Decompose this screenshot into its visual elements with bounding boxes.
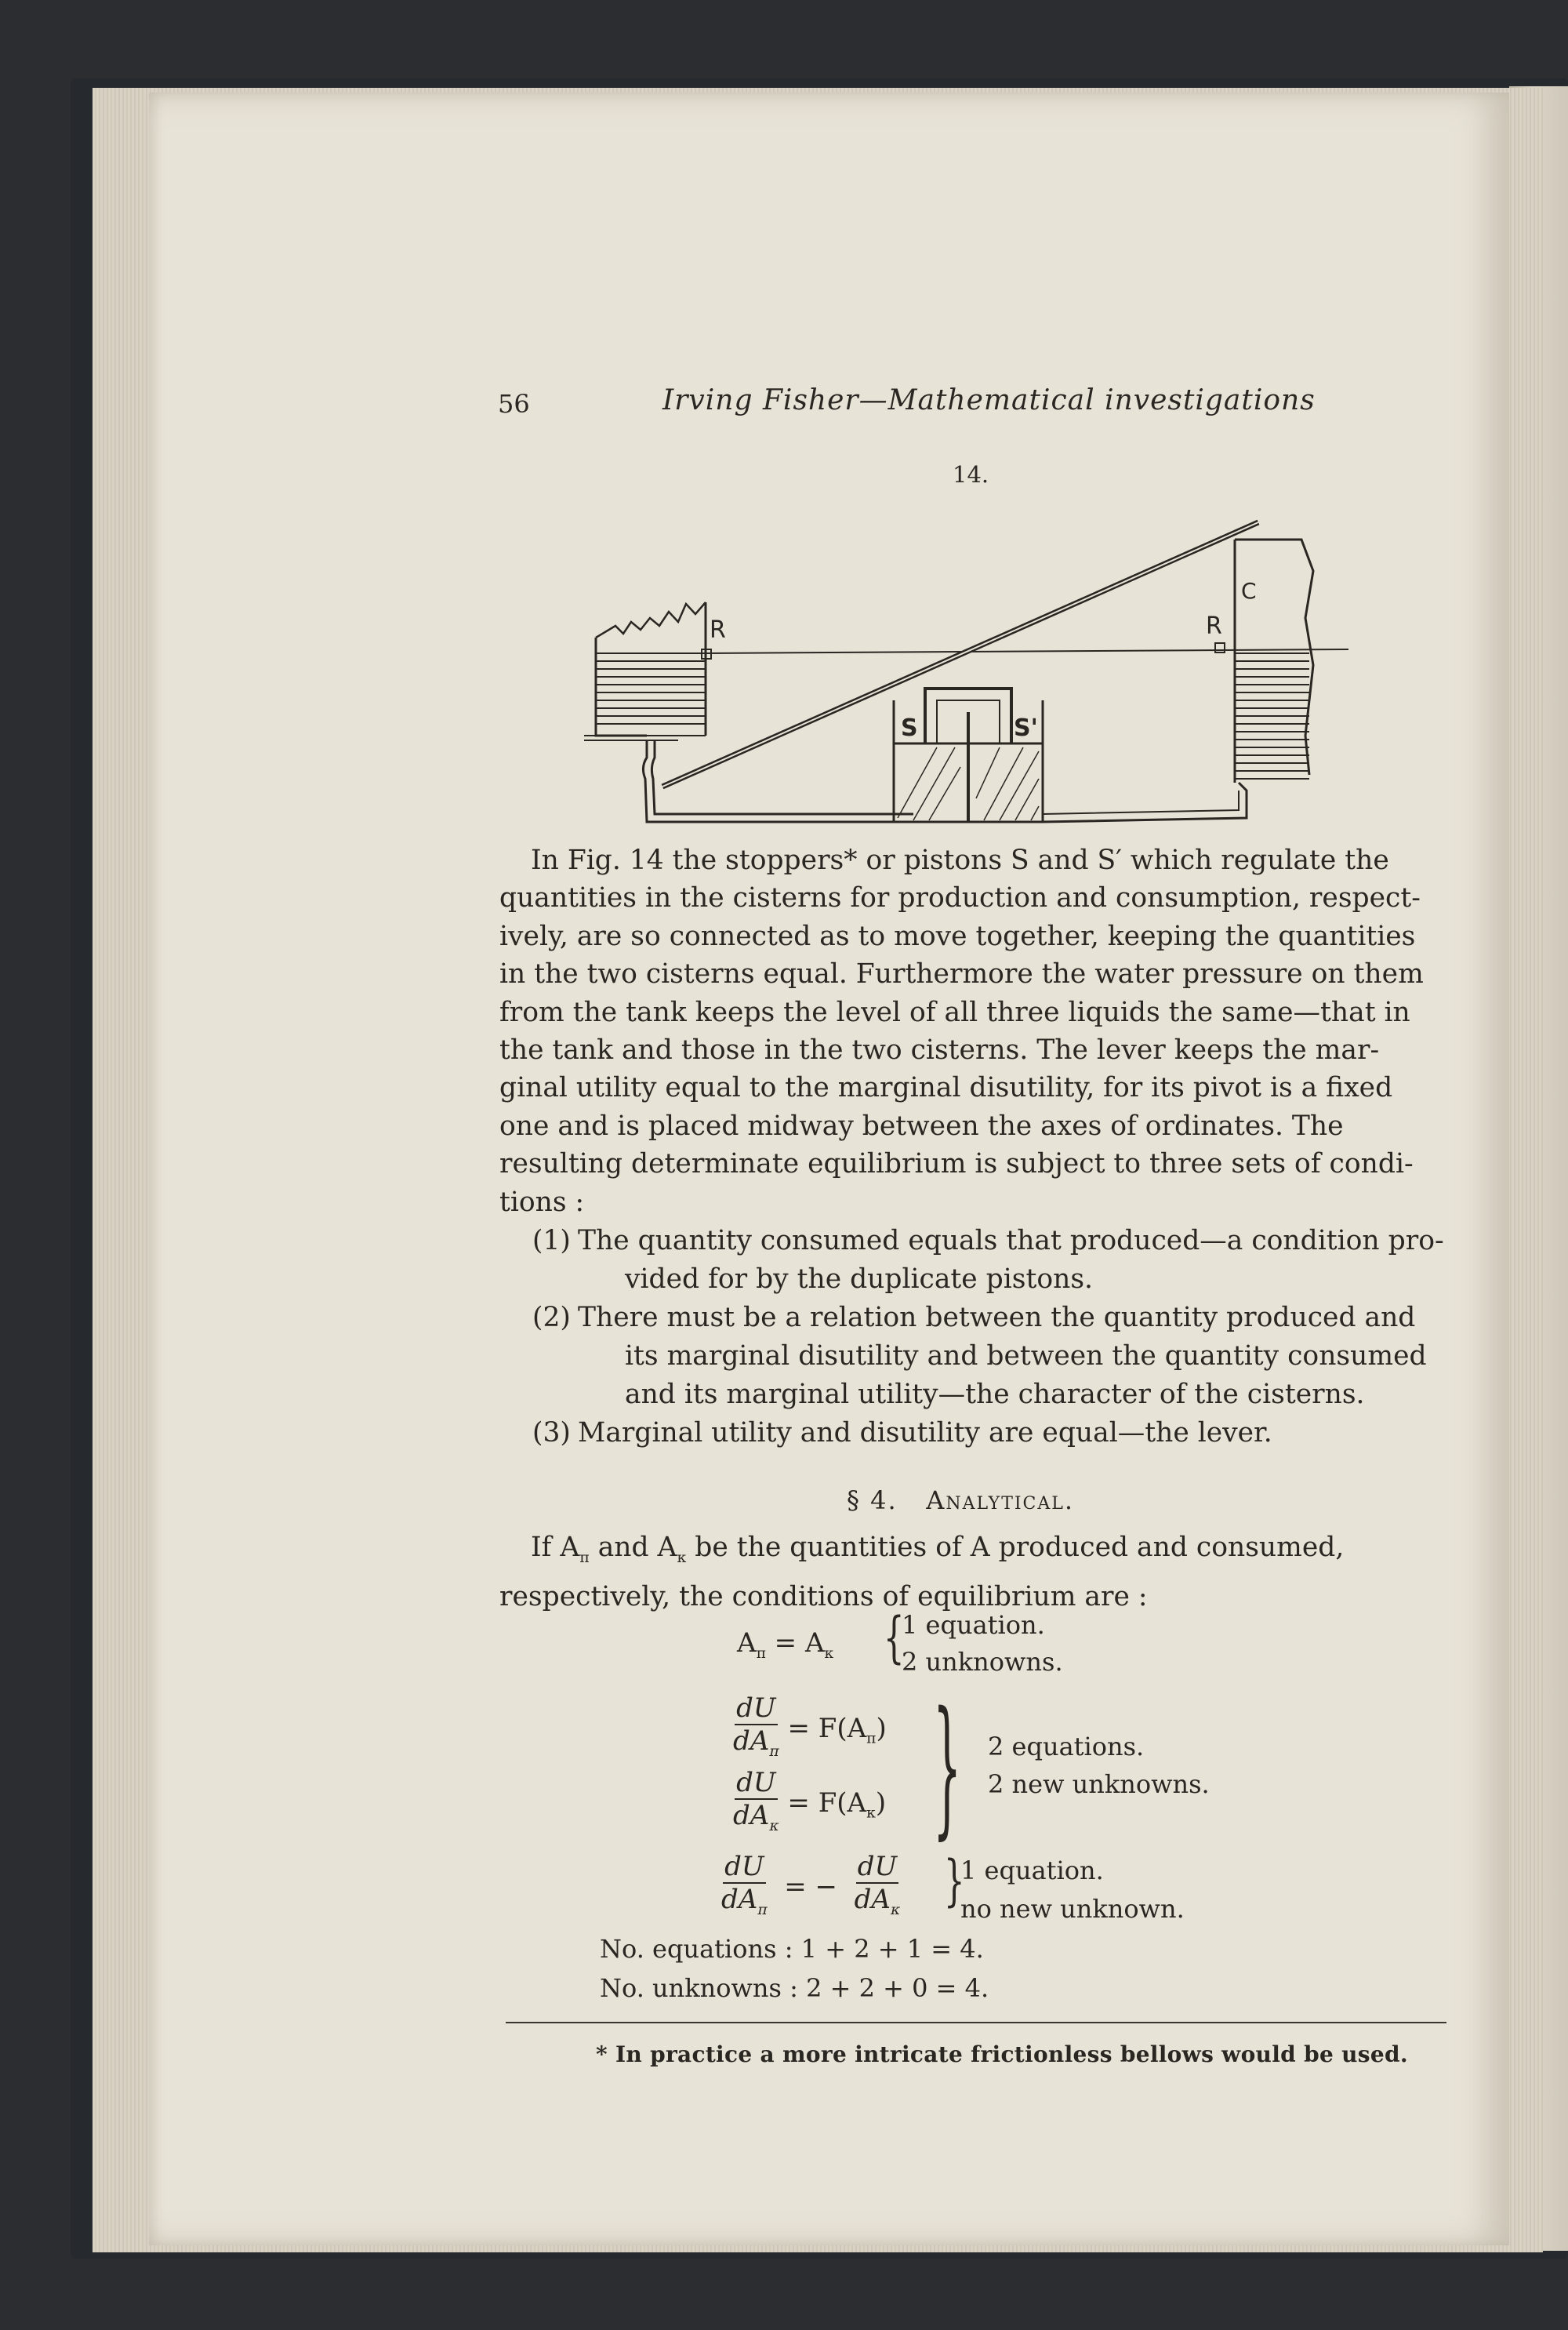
section-title: Analytical.: [926, 1485, 1075, 1515]
para-line: in the two cisterns equal. Furthermore the water pressure on them: [499, 958, 1424, 991]
count-unknowns: No. unknowns : 2 + 2 + 0 = 4.: [600, 1973, 989, 2003]
para-line: from the tank keeps the level of all three liquids the same—that in: [499, 996, 1410, 1028]
label-pivot-left: R: [710, 616, 726, 644]
equation-4: $\frac{dU}{dA_\pi}$ = − $\frac{dU}{dA_\kappa}$: [721, 1851, 901, 1918]
para-line: resulting determinate equilibrium is subject to three sets of condi-: [499, 1148, 1414, 1180]
count-equations: No. equations : 1 + 2 + 1 = 4.: [600, 1934, 984, 1964]
running-title: Irving Fisher—Mathematical investigations: [662, 384, 1316, 416]
left-pipe-inner: [652, 740, 913, 814]
para-line: one and is placed midway between the axes of ordinates. The: [499, 1110, 1344, 1142]
label-piston-s-prime: S': [1014, 714, 1038, 742]
label-tank-c: C: [1241, 578, 1257, 604]
condition-text: Marginal utility and disutility are equal—the lever.: [578, 1417, 1272, 1449]
label-piston-s: S: [901, 714, 918, 742]
figure-14-diagram: [568, 508, 1360, 838]
para-line: In Fig. 14 the stoppers* or pistons S and S′ which regulate the: [531, 845, 1389, 876]
condition-item: [499, 1414, 1452, 1452]
brace-eq4: }: [943, 1848, 965, 1913]
brace-eq1: {: [883, 1605, 905, 1670]
para-line: ginal utility equal to the marginal disutility, for its pivot is a fixed: [499, 1072, 1393, 1104]
condition-number: (2): [532, 1302, 571, 1333]
equation-1: $A_\pi = A_\kappa$: [737, 1627, 834, 1662]
condition-text-cont: and its marginal utility—the character of the cisterns.: [625, 1379, 1365, 1410]
para-line: the tank and those in the two cisterns. The lever keeps the mar-: [499, 1034, 1380, 1067]
conditions-list: [499, 1222, 1452, 1452]
condition-text-cont: vided for by the duplicate pistons.: [625, 1263, 1094, 1295]
section-number: § 4.: [847, 1485, 898, 1515]
eq23-note-unknowns: 2 new unknowns.: [988, 1769, 1210, 1799]
eq1-note-equations: 1 equation.: [902, 1610, 1045, 1640]
left-cistern-hatch: [584, 653, 706, 740]
condition-item: [499, 1222, 1452, 1299]
analytical-intro: If $A_\pi$ and $A_\kappa$ be the quantities of A produced and consumed, respectively, the conditions of equilibrium are :: [499, 1528, 1452, 1616]
eq1-note-unknowns: 2 unknowns.: [902, 1647, 1063, 1677]
left-pipe: [643, 740, 913, 822]
equation-3: $\frac{dU}{dA_\kappa}$ = $F(A_\kappa)$: [733, 1767, 887, 1834]
figure-explanation-paragraph: [499, 841, 1452, 1221]
para-line: tions :: [499, 1186, 585, 1218]
condition-number: (1): [532, 1225, 571, 1256]
para-line: ively, are so connected as to move together, keeping the quantities: [499, 920, 1416, 952]
left-cistern-jagged-top: [596, 602, 706, 638]
left-cistern-outline: [596, 638, 647, 736]
section-heading: [847, 1485, 1074, 1515]
brace-eq23: }: [933, 1680, 962, 1853]
book-page: [149, 93, 1509, 2245]
right-tank-hatch: [1235, 653, 1309, 779]
condition-number: (3): [532, 1417, 571, 1449]
condition-item: [499, 1299, 1452, 1414]
eq23-note-equations: 2 equations.: [988, 1732, 1145, 1761]
para-line: quantities in the cisterns for production and consumption, respect-: [499, 882, 1421, 914]
pivot-box-right: [1215, 643, 1225, 652]
page-number: 56: [498, 389, 530, 419]
eq4-note-unknowns: no new unknown.: [960, 1894, 1185, 1924]
condition-text: The quantity consumed equals that produced—a condition pro-: [578, 1225, 1444, 1256]
footnote-rule: [506, 2022, 1446, 2023]
footnote: * In practice a more intricate frictionless bellows would be used.: [596, 2041, 1408, 2067]
label-pivot-right: R: [1206, 612, 1222, 640]
intro-line: respectively, the conditions of equilibrium are :: [499, 1580, 1148, 1612]
figure-number: 14.: [953, 461, 989, 488]
eq4-note-equations: 1 equation.: [960, 1856, 1104, 1885]
condition-text: There must be a relation between the quantity produced and: [578, 1302, 1416, 1333]
condition-text-cont: its marginal disutility and between the quantity consumed: [625, 1340, 1427, 1372]
equation-2: $\frac{dU}{dA_\pi}$ = $F(A_\pi)$: [733, 1692, 887, 1760]
right-pipe: [1043, 783, 1247, 822]
